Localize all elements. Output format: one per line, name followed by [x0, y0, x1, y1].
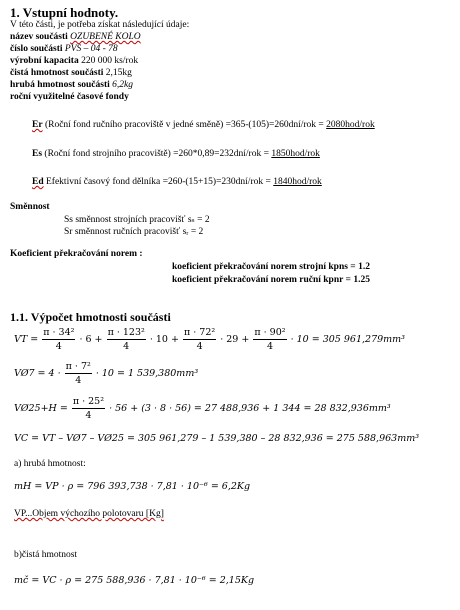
gross-weight-title: a) hrubá hmotnost: [14, 459, 86, 469]
equation-vt: VT = $\frac{\text{π · 34²}}{4}$ · 6 + $\frac{\text{π · 123²}}{4}$ · 10 + $\frac{\text{π · 72²}}{4}$ · 29 + $\frac{\text{π · 90²}}{4}$ · 10 = 305 961,279mm³ [14, 327, 405, 352]
vp-note: VP...Objem výchozího polotovaru [Kg] [14, 509, 164, 519]
net-weight-label: čistá hmotnost součásti [10, 68, 104, 78]
norms-title: Koeficient překračování norem : [10, 249, 143, 259]
fund-er-row [32, 121, 375, 131]
section11-title: 1.1. Výpočet hmotnosti součásti [10, 310, 171, 324]
fund-ed-text: Efektivní časový fond dělníka =260-(15+15)=230dní/rok = [43, 177, 274, 187]
equation-vo7: VØ7 = 4 · $\frac{\text{π · 7²}}{4}$ · 10 = 1 539,380mm³ [14, 361, 199, 386]
intro-text: V této části, je potřeba získat následující údaje: [10, 20, 190, 30]
fund-er-text: (Roční fond ručního pracoviště v jedné směně) =365-(105)=260dní/rok = [42, 120, 327, 130]
vo-lhs: VØ7 = 4 · [14, 368, 61, 379]
shifts-manual: Sr směnnost ručních pracovišť sᵣ = 2 [64, 227, 204, 237]
fund-er-result: 2080hod/rok [326, 120, 375, 130]
gross-weight-label: hrubá hmotnost součásti [10, 80, 110, 90]
section-title: 1. Vstupní hodnoty. [10, 5, 119, 20]
fund-ed-symbol: Ed [32, 177, 44, 187]
fund-es-row [32, 150, 320, 160]
part-name-row [10, 33, 141, 43]
net-weight-title: b)čistá hmotnost [14, 550, 78, 560]
vq-fraction: $\frac{\text{π · 25²}}{4}$ [72, 396, 105, 421]
vt-fraction-2: $\frac{\text{π · 123²}}{4}$ [107, 327, 145, 352]
gross-weight-row [10, 81, 133, 91]
part-number-value: PVS – 04 - 78 [64, 44, 118, 54]
net-weight-value: 2,15kg [105, 68, 132, 78]
fund-es-symbol: Es [32, 149, 43, 159]
part-number-label: číslo součásti [10, 44, 63, 54]
fund-es-result: 1850hod/rok [271, 149, 320, 159]
fund-ed-row [32, 178, 322, 188]
part-number-row [10, 45, 118, 55]
vt-fraction-1: $\frac{\text{π · 34²}}{4}$ [43, 327, 75, 352]
net-weight-row [10, 69, 132, 79]
gross-weight-value: 6,2kg [112, 80, 133, 90]
part-name-value: OZUBENÉ KOLO [70, 32, 141, 42]
capacity-label: výrobní kapacita [10, 56, 79, 66]
vt-fraction-4: $\frac{\text{π · 90²}}{4}$ [254, 327, 286, 352]
capacity-row [10, 57, 138, 67]
capacity-value: 220 000 ks/rok [81, 56, 139, 66]
time-funds-label: roční využitelné časové fondy [10, 92, 129, 102]
vt-lhs: VT = [14, 334, 39, 345]
equation-vq: VØ25+H = $\frac{\text{π · 25²}}{4}$ · 56 + (3 · 8 · 56) = 27 488,936 + 1 344 = 28 832,936mm³ [14, 396, 391, 421]
fund-ed-result: 1840hod/rok [273, 177, 322, 187]
norms-machine: koeficient překračování norem strojní kpns = 1.2 [172, 262, 370, 272]
shifts-title: Směnnost [10, 202, 50, 212]
vo-fraction: $\frac{\text{π · 7²}}{4}$ [65, 361, 91, 386]
net-weight-formula: mč = VC · ρ = 275 588,936 · 7,81 · 10⁻⁶ = 2,15Kg [14, 575, 255, 586]
shifts-machine: Ss směnnost strojních pracovišť sₛ = 2 [64, 215, 210, 225]
fund-es-text: (Roční fond strojního pracoviště) =260*0,89=232dní/rok = [42, 149, 272, 159]
equation-vc: VC = VT – VØ7 – VØ25 = 305 961,279 – 1 539,380 – 28 832,936 = 275 588,963mm³ [14, 433, 420, 444]
norms-manual: koeficient překračování norem ruční kpnr = 1.25 [172, 275, 370, 285]
fund-er-symbol: Er [32, 120, 43, 130]
part-name-label: název součásti [10, 32, 68, 42]
gross-weight-formula: mH = VP · ρ = 796 393,738 · 7,81 · 10⁻⁶ = 6,2Kg [14, 481, 251, 492]
vq-lhs: VØ25+H = [14, 403, 68, 414]
vt-fraction-3: $\frac{\text{π · 72²}}{4}$ [183, 327, 216, 352]
